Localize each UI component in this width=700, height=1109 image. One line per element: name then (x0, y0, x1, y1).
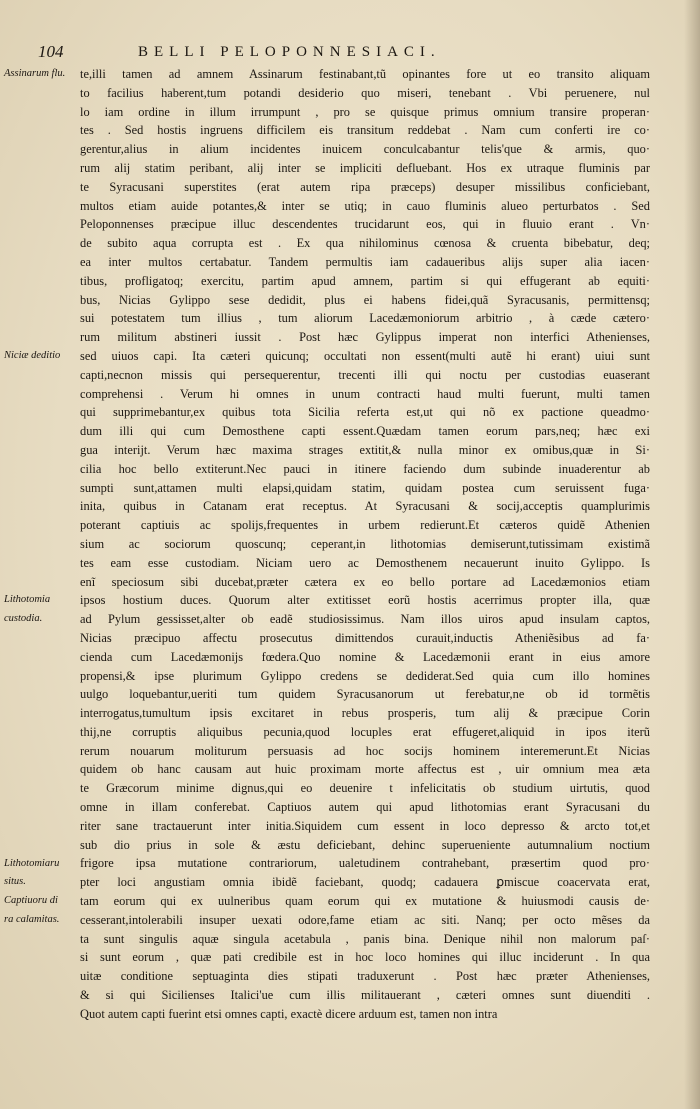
text-line: quidem ob hanc causam aut huic proximam morte affectus est , uir omnium mea ætа (80, 762, 650, 777)
text-line: cienda cum Lacedæmonijs fœdera.Quo nomine & Lacedæmonii erant in eius amore (80, 649, 650, 664)
text-line: & si qui Sicilienses Italici'ue cum illis militauerant , cæteri omnes sunt diuenditi . (80, 988, 650, 1003)
text-line: Peloponnenses præcipue illuc descendentes trucidarunt eos, qui in fluuio erant . Vn· (80, 217, 650, 232)
text-line: frigore ipsa mutatione contrariorum, ualetudinem contrahebant, præsertim quod pro· (80, 856, 650, 871)
running-head: BELLI PELOPONNESIACI. (138, 44, 441, 60)
text-line: ta sunt singulis aquæ singula acetabula , panis bina. Denique nihil non malorum paſ· (80, 931, 650, 946)
text-line: tes . Sed hostis ingruens difficilem eis transitum reddebat . Nam cum conferti ire co· (80, 123, 650, 138)
text-line: sub dio prius in sole & æstu deficiebant, dehinc superueniente autumnalium noctium (80, 837, 650, 852)
text-line: te Syracusani superstites (erat autem ripa præceps) desuper missilibus conficiebant, (80, 179, 650, 194)
text-line: dum illi qui cum Demosthene capti essent.Quædam tamen eorum pars,neq; hæc exi (80, 424, 650, 439)
text-line: poterant captiuis ac spolijs,frequentes in urbem redierunt.Et cæteros quidẽ Athenien (80, 518, 650, 533)
margin-note: custodia. (4, 613, 43, 625)
text-line: riter sane tractauerunt inter initia.Siquidem cum essent in loco depresso & arcto tot,et (80, 818, 650, 833)
page-header (38, 42, 660, 66)
text-line: pter loci angustiam omnia ibidẽ faciebant, quodq; cadauera ꝑmiscue coacervata erat, (80, 875, 650, 890)
text-line: interrogatus,tumultum ipsis excitaret in rebus prosperis, tum alij & præcipue Corin (80, 706, 650, 721)
text-line: uitæ conditione septuaginta dies stipati traduxerunt . Post hæc præter Athenienses, (80, 969, 650, 984)
margin-note: Lithotomiaru (4, 857, 60, 869)
text-line: gua interijt. Verum hæc maxima strages extitit,& nulla minor ex omibus,quæ in Si· (80, 442, 650, 457)
text-line: sui potestatem tum illius , tum aliorum Lacedæmoniorum arbitrio , à cæde cætero· (80, 311, 650, 326)
text-line: multos etiam auide potantes,& inter se utiq; in cauo fluminis alueo perturbatos . Sed (80, 198, 650, 213)
text-line: tam eorum qui ex uulneribus quam eorum qui ex mutatione & huiusmodi causis de· (80, 894, 650, 909)
text-line: uulgo loquebantur,ueriti tum quidem Syracusanorum ut ferebatur,ne ob id tormẽtis (80, 687, 650, 702)
text-line: ad Pylum gessisset,alter ob eadẽ studiosissimus. Nam illos uiros apud insulam captos, (80, 612, 650, 627)
text-line: Quot autem capti fuerint etsi omnes capti, exactè dicere arduum est, tamen non intra (80, 1006, 498, 1021)
text-line: sed uiuos capi. Ita cæteri quicunq; occultati non essent(multi autẽ hi erant) uiui sunt (80, 348, 650, 363)
text-line: Nicias præcipuo affectu prosecutus dimittendos curauit,inductis Atheniẽsibus ad fa· (80, 630, 650, 645)
text-line: de subito aqua corrupta est . Ex qua nihilominus cœnosa & cruenta bibebatur, deq; (80, 236, 650, 251)
text-line: ipsos hostium duces. Quorum alter extitisset eorũ hostis acerrimus propter illa, quæ (80, 593, 650, 608)
text-line: tes eam esse custodiam. Niciam uero ac Demosthenem necauerunt inuito Gylippo. Is (80, 555, 650, 570)
text-line: tibus, profligatoq; exercitu, partim apud amnem, partim si qui effugerant ab equiti· (80, 273, 650, 288)
margin-note: Assinarum flu. (4, 68, 66, 79)
text-line: rerum nouarum moliturum persuasis ad hoc socijs hominem interemerunt.Et Nicias (80, 743, 650, 758)
margin-note: Lithotomia (4, 594, 51, 606)
text-line: sium ac sociorum quoscunq; ceperant,in lithotomias demiserunt,tutissimam existimã (80, 536, 650, 551)
text-line: rum alij statim peribant, alij inter se impliciti defluebant. Hos ex utraque fluminis par (80, 160, 650, 175)
text-line: qui supprimebantur,ex quibus tota Sicilia referta est,ut qui nõ ex pactione queadmo· (80, 405, 650, 420)
text-line: inita, quibus in Catanam erat receptus. At Syracusani & socij,acceptis quamplurimis (80, 499, 650, 514)
text-line: cilia hoc bello extiterunt.Nec pauci in itinere faciendo dum subinde inuaderentur ab (80, 461, 650, 476)
text-line: gerentur,alius in alium incidentes inuicem conculcabantur telis'que & armis, quo· (80, 142, 650, 157)
page-number: 104 (38, 42, 64, 61)
text-line: propensi,& ipse plurimum Gylippo credens se dediderat.Sed quia cum illo homines (80, 668, 650, 683)
margin-note: situs. (4, 876, 26, 888)
margin-note: ra calamitas. (4, 914, 60, 925)
text-line: enĩ speciosum sibi ducebat,præter cætera ex eo bello portare ad Lacedæmonios etiam (80, 574, 650, 589)
page-spine-shadow (684, 0, 700, 1109)
text-line: sumpti sunt,attamen multi elapsi,quidam statim, quidam postea cum seruissent fuga· (80, 480, 650, 495)
text-line: to facilius haberent,tum potandi desiderio quo miseri, tenebant . Vbi peruenere, nul (80, 85, 650, 100)
text-line: rum militum abstineri iussit . Post hæc Gylippus imperat non interfici Athenienses, (80, 330, 650, 345)
text-line: cesserant,intolerabili insuper uexati odore,fame etiam ac siti. Nanq; per octo mẽses da (80, 912, 650, 927)
text-line: lo iam ordine in illum irrumpunt , pro se quisque primus omnium transire properan· (80, 104, 650, 119)
text-line: thij,ne corruptis aliquibus pecunia,quod locuples erat effugeret,aliquid in ipos iterũ (80, 724, 650, 739)
margin-note: Captiuoru di (4, 895, 58, 907)
text-line: comprehensi . Verum hi omnes in unum contracti haud multi fuerunt, multi tamen (80, 386, 650, 401)
body-text (80, 65, 650, 1024)
margin-note: Niciæ deditio (4, 350, 61, 361)
text-line: te,illi tamen ad amnem Assinarum festinabant,tũ opinantes fore ut eo transito aliquam (80, 67, 650, 81)
text-line: bus, Nicias Gylippo sese dedidit, plus ei habens fidei,quã Syracusanis, permittensq; (80, 292, 650, 307)
text-line: ea inter multos certabatur. Tandem permultis iam cadaueribus alijs super alia iacen· (80, 254, 650, 269)
text-line: te Græcorum minime dignus,qui eo deuenire t infelicitatis ob studium uirtutis, quod (80, 781, 650, 796)
text-line: si sunt eorum , quæ pati credibile est in hoc loco homines qui illuc inciderunt . In qua (80, 950, 650, 965)
text-line: omne in illam conferebat. Captiuos autem qui apud lithotomias erant Syracusani du (80, 800, 650, 815)
text-line: capti,necnon missis qui persequerentur, trecenti illi qui noctu per custodias euaserant (80, 367, 650, 382)
